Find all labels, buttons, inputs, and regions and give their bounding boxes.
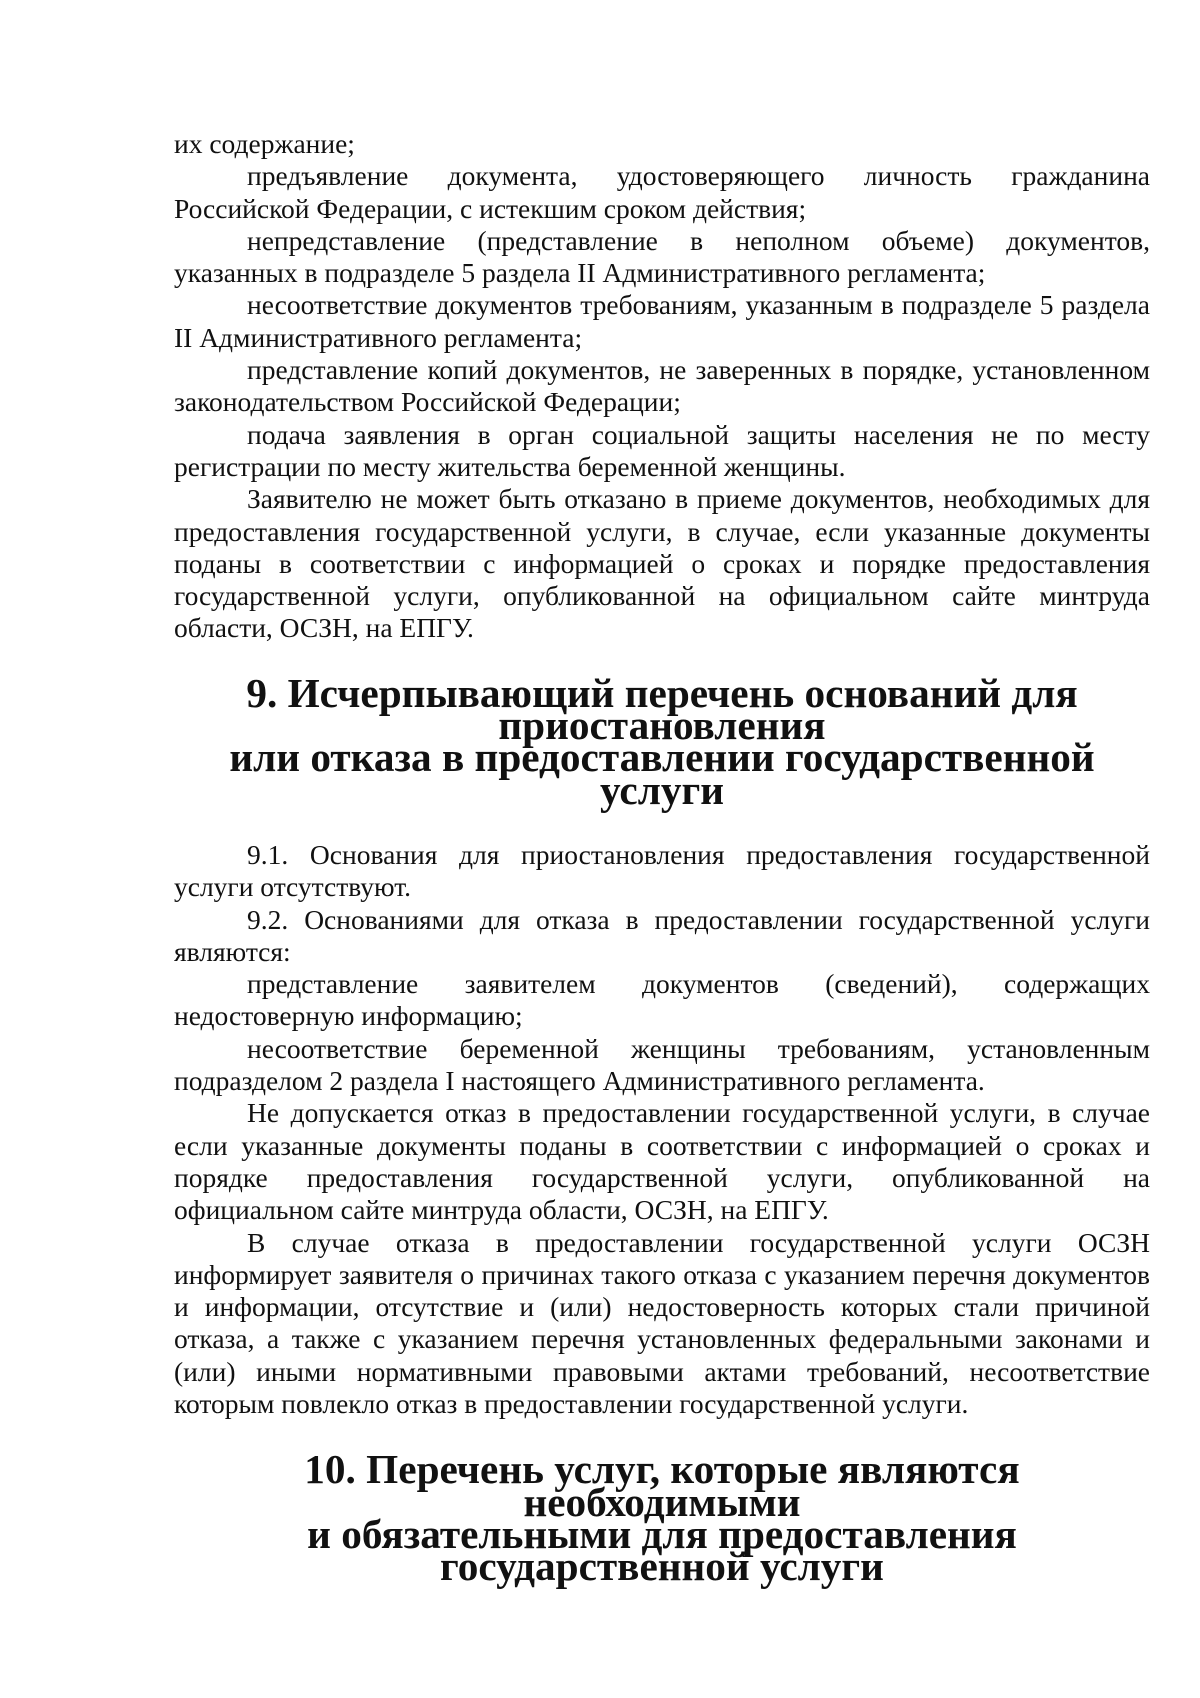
- paragraph-expired-id: предъявление документа, удостоверяющего личность гражданина Российской Федерации, с истекшим сроком действия;: [174, 160, 1150, 224]
- section-10-heading-line2: и обязательными для предоставления государственной услуги: [307, 1510, 1017, 1590]
- paragraph-refusal-notice: В случае отказа в предоставлении государственной услуги ОСЗН информирует заявителя о причинах такого отказа с указанием перечня документов и информации, отсутствие и (или) недостоверность которых стали причиной отказа, а также с указанием перечня установленных федеральными законами и (или) иными нормативными правовыми актами требований, несоответствие которым повлекло отказ в предоставлении государственной услуги.: [174, 1226, 1150, 1419]
- paragraph-incomplete-docs: непредставление (представление в неполном объеме) документов, указанных в подразделе 5 раздела II Административного регламента;: [174, 224, 1150, 289]
- document-page: [174, 128, 1150, 1590]
- paragraph-no-refusal-reception: Заявителю не может быть отказано в приеме документов, необходимых для предоставления государственной услуги, в случае, если указанные документы поданы в соответствии с информацией о сроках и порядке предоставления государственной услуги, опубликованной на официальном сайте минтруда области, ОСЗН, на ЕПГУ.: [174, 483, 1150, 644]
- section-9-heading-line2: или отказа в предоставлении государственной услуги: [229, 734, 1095, 813]
- paragraph-9-2: 9.2. Основаниями для отказа в предоставлении государственной услуги являются:: [174, 903, 1150, 967]
- paragraph-wrong-authority: подача заявления в орган социальной защиты населения не по месту регистрации по месту жительства беременной женщины.: [174, 418, 1150, 482]
- paragraph-continuation: их содержание;: [174, 128, 355, 159]
- section-10-heading: [174, 1446, 1150, 1590]
- paragraph-9-1: 9.1. Основания для приостановления предоставления государственной услуги отсутствуют.: [174, 838, 1150, 903]
- paragraph-requirements-mismatch: несоответствие беременной женщины требованиям, установленным подразделом 2 раздела I настоящего Административного регламента.: [174, 1032, 1150, 1097]
- paragraph-no-refusal-service: Не допускается отказ в предоставлении государственной услуги, в случае если указанные документы поданы в соответствии с информацией о сроках и порядке предоставления государственной услуги, опубликованной на официальном сайте минтруда области, ОСЗН, на ЕПГУ.: [174, 1097, 1150, 1226]
- section-9-heading: [174, 669, 1150, 813]
- paragraph-docs-mismatch: несоответствие документов требованиям, указанным в подразделе 5 раздела II Административного регламента;: [174, 289, 1150, 353]
- paragraph-uncertified-copies: представление копий документов, не заверенных в порядке, установленном законодательством Российской Федерации;: [174, 354, 1150, 418]
- section-9-heading-line1: 9. Исчерпывающий перечень оснований для приостановления: [246, 669, 1078, 749]
- paragraph-false-info: представление заявителем документов (сведений), содержащих недостоверную информацию;: [174, 968, 1150, 1032]
- section-10-heading-line1: 10. Перечень услуг, которые являются необходимыми: [304, 1446, 1020, 1525]
